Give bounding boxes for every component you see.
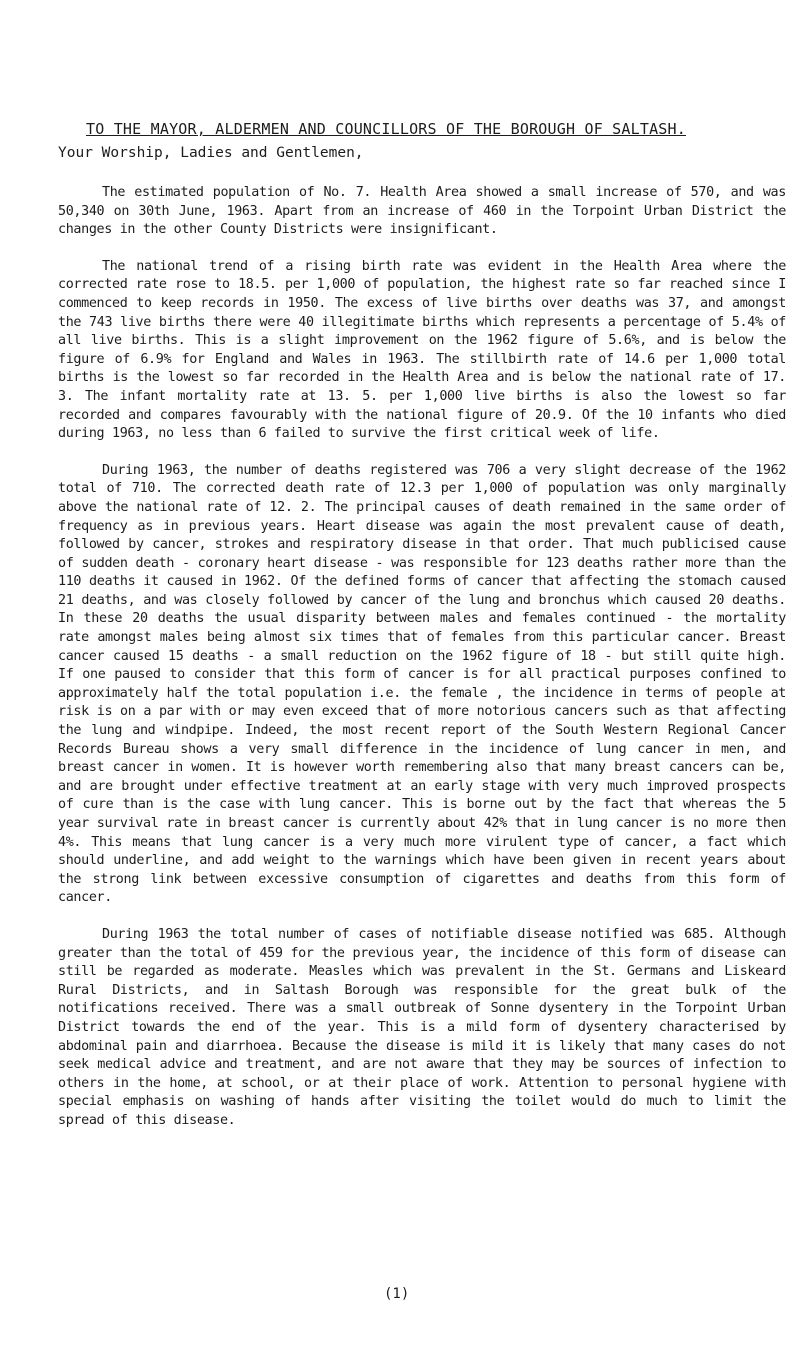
letter-heading: TO THE MAYOR, ALDERMEN AND COUNCILLORS OF THE BOROUGH OF SALTASH.	[86, 120, 686, 138]
paragraph-notifiable-disease: During 1963 the total number of cases of notifiable disease notified was 685. Although greater than the total of 459 for the previous year, the incidence of this form of disease can still be regarded as moderate. Measles which was prevalent in the St. Germans and Liskeard Rural Districts, and in Saltash Borough was responsible for the great bulk of the notifications received. There was a small outbreak of Sonne dysentery in the Torpoint Urban District towards the end of the year. This is a mild form of dysentery characterised by abdominal pain and diarrhoea. Because the disease is mild it is likely that many cases do not seek medical advice and treatment, and are not aware that they may be sources of infection to others in the home, at school, or at their place of work. Attention to personal hygiene with special emphasis on washing of hands after visiting the toilet would do much to limit the spread of this disease.	[58, 926, 786, 1128]
paragraph-deaths: During 1963, the number of deaths registered was 706 a very slight decrease of the 1962 total of 710. The corrected death rate of 12.3 per 1,000 of population was only marginally above the national rate of 12. 2. The principal causes of death remained in the same order of frequency as in previous years. Heart disease was again the most prevalent cause of death, followed by cancer, strokes and respiratory disease in that order. That much publicised cause of sudden death - coronary heart disease - was responsible for 123 deaths rather more than the 110 deaths it caused in 1962. Of the defined forms of cancer that affecting the stomach caused 21 deaths, and was closely followed by cancer of the lung and bronchus which caused 20 deaths. In these 20 deaths the usual disparity between males and females continued - the mortality rate amongst males being almost six times that of females from this particular cancer. Breast cancer caused 15 deaths - a small reduction on the 1962 figure of 18 - but still quite high. If one paused to consider that this form of cancer is for all practical purposes confined to approximately half the total population i.e. the female , the incidence in terms of people at risk is on a par with or may even exceed that of more notorious cancers such as that affecting the lung and windpipe. Indeed, the most recent report of the South Western Regional Cancer Records Bureau shows a very small difference in the incidence of lung cancer in men, and breast cancer in women. It is however worth remembering also that many breast cancers can be, and are brought under effective treatment at an early stage with very much improved prospects of cure than is the case with lung cancer. This is borne out by the fact that whereas the 5 year survival rate in breast cancer is currently about 42% that in lung cancer is no more then 4%. This means that lung cancer is a very much more virulent type of cancer, a fact which should underline, and add weight to the warnings which have been given in recent years about the strong link between excessive consumption of cigarettes and deaths from this form of cancer.	[58, 462, 786, 906]
salutation: Your Worship, Ladies and Gentlemen,	[58, 145, 364, 161]
report-body	[58, 184, 786, 1131]
paragraph-population: The estimated population of No. 7. Health Area showed a small increase of 570, and was 50,340 on 30th June, 1963. Apart from an increase of 460 in the Torpoint Urban District the changes in the other County Districts were insignificant.	[58, 185, 786, 238]
page-number: (1)	[384, 1286, 410, 1302]
paragraph-births: The national trend of a rising birth rate was evident in the Health Area where the corrected rate rose to 18.5. per 1,000 of population, the highest rate so far reached since I commenced to keep records in 1950. The excess of live births over deaths was 37, and amongst the 743 live births there were 40 illegitimate births which represents a percentage of 5.4% of all live births. This is a slight improvement on the 1962 figure of 5.6%, and is below the figure of 6.9% for England and Wales in 1963. The stillbirth rate of 14.6 per 1,000 total births is the lowest so far recorded in the Health Area and is below the national rate of 17. 3. The infant mortality rate at 13. 5. per 1,000 live births is also the lowest so far recorded and compares favourably with the national figure of 20.9. Of the 10 infants who died during 1963, no less than 6 failed to survive the first critical week of life.	[58, 258, 786, 442]
